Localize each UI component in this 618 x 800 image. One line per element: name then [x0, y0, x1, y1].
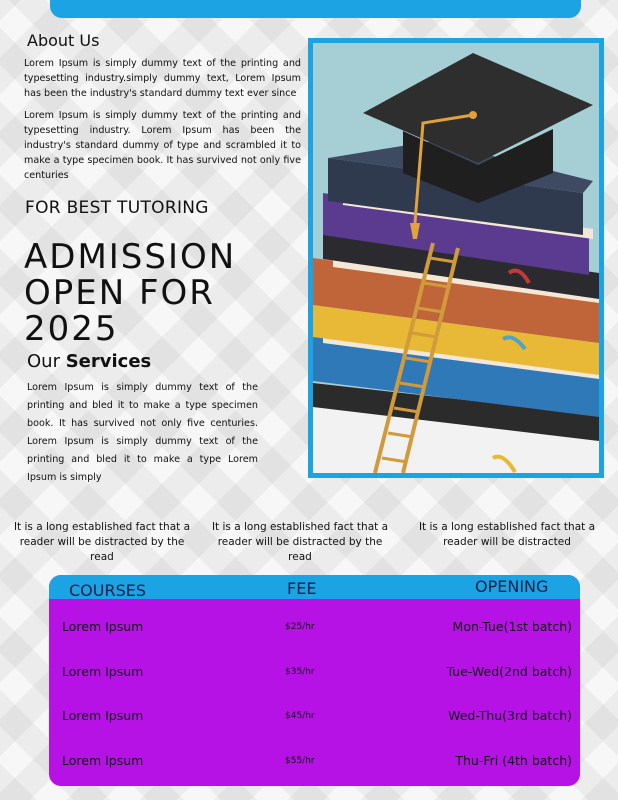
header-fee: FEE: [287, 579, 317, 598]
services-paragraph: Lorem Ipsum is simply dummy text of the printing and bled it to make a type specimen book. It has survived not only five centuries. Lorem Ipsum is simply dummy text of the printing and bled it to make a type Lorem Ipsum is simply: [27, 382, 258, 483]
about-title: About Us: [27, 31, 100, 50]
top-accent-bar: [50, 0, 581, 18]
row-opening: Thu-Fri (4th batch): [455, 753, 572, 768]
table-row: [49, 753, 580, 777]
services-title-strong: Services: [65, 351, 152, 372]
row-fee: $55/hr: [285, 756, 315, 766]
services-title: [27, 351, 151, 372]
fact-text-3: It is a long established fact that a reader will be distracted: [418, 521, 596, 548]
row-course: Lorem Ipsum: [62, 664, 144, 679]
admission-headline: ADMISSION OPEN FOR 2025: [24, 237, 237, 349]
courses-table-header: [49, 575, 580, 599]
courses-table: [49, 575, 580, 786]
row-fee: $35/hr: [285, 667, 315, 677]
row-course: Lorem Ipsum: [62, 753, 144, 768]
fact-text-2: It is a long established fact that a reader will be distracted by the read: [211, 521, 389, 563]
graduation-photo: [308, 38, 604, 478]
about-paragraph-2: Lorem Ipsum is simply dummy text of the printing and typesetting industry. Lorem Ipsum has been the industry's standard dummy of type and scrambled it to make a type specimen book. It has survived not only five centuries: [24, 110, 301, 181]
row-course: Lorem Ipsum: [62, 708, 144, 723]
header-courses: COURSES: [69, 581, 147, 600]
row-course: Lorem Ipsum: [62, 619, 144, 634]
tutoring-tagline: FOR BEST TUTORING: [25, 198, 209, 218]
about-paragraph-1: Lorem Ipsum is simply dummy text of the printing and typesetting industry.simply dummy text, Lorem Ipsum has been the industry's standard dummy text ever since: [24, 58, 301, 99]
table-row: [49, 708, 580, 732]
services-title-prefix: Our: [27, 351, 60, 372]
row-fee: $25/hr: [285, 622, 315, 632]
table-row: [49, 619, 580, 643]
row-opening: Mon-Tue(1st batch): [452, 619, 572, 634]
row-opening: Wed-Thu(3rd batch): [448, 708, 572, 723]
table-row: [49, 664, 580, 688]
row-opening: Tue-Wed(2nd batch): [446, 664, 572, 679]
fact-text-1: It is a long established fact that a reader will be distracted by the read: [13, 521, 191, 563]
graduation-cap-books-illustration: [313, 43, 599, 473]
header-opening: OPENING: [475, 577, 549, 596]
row-fee: $45/hr: [285, 711, 315, 721]
